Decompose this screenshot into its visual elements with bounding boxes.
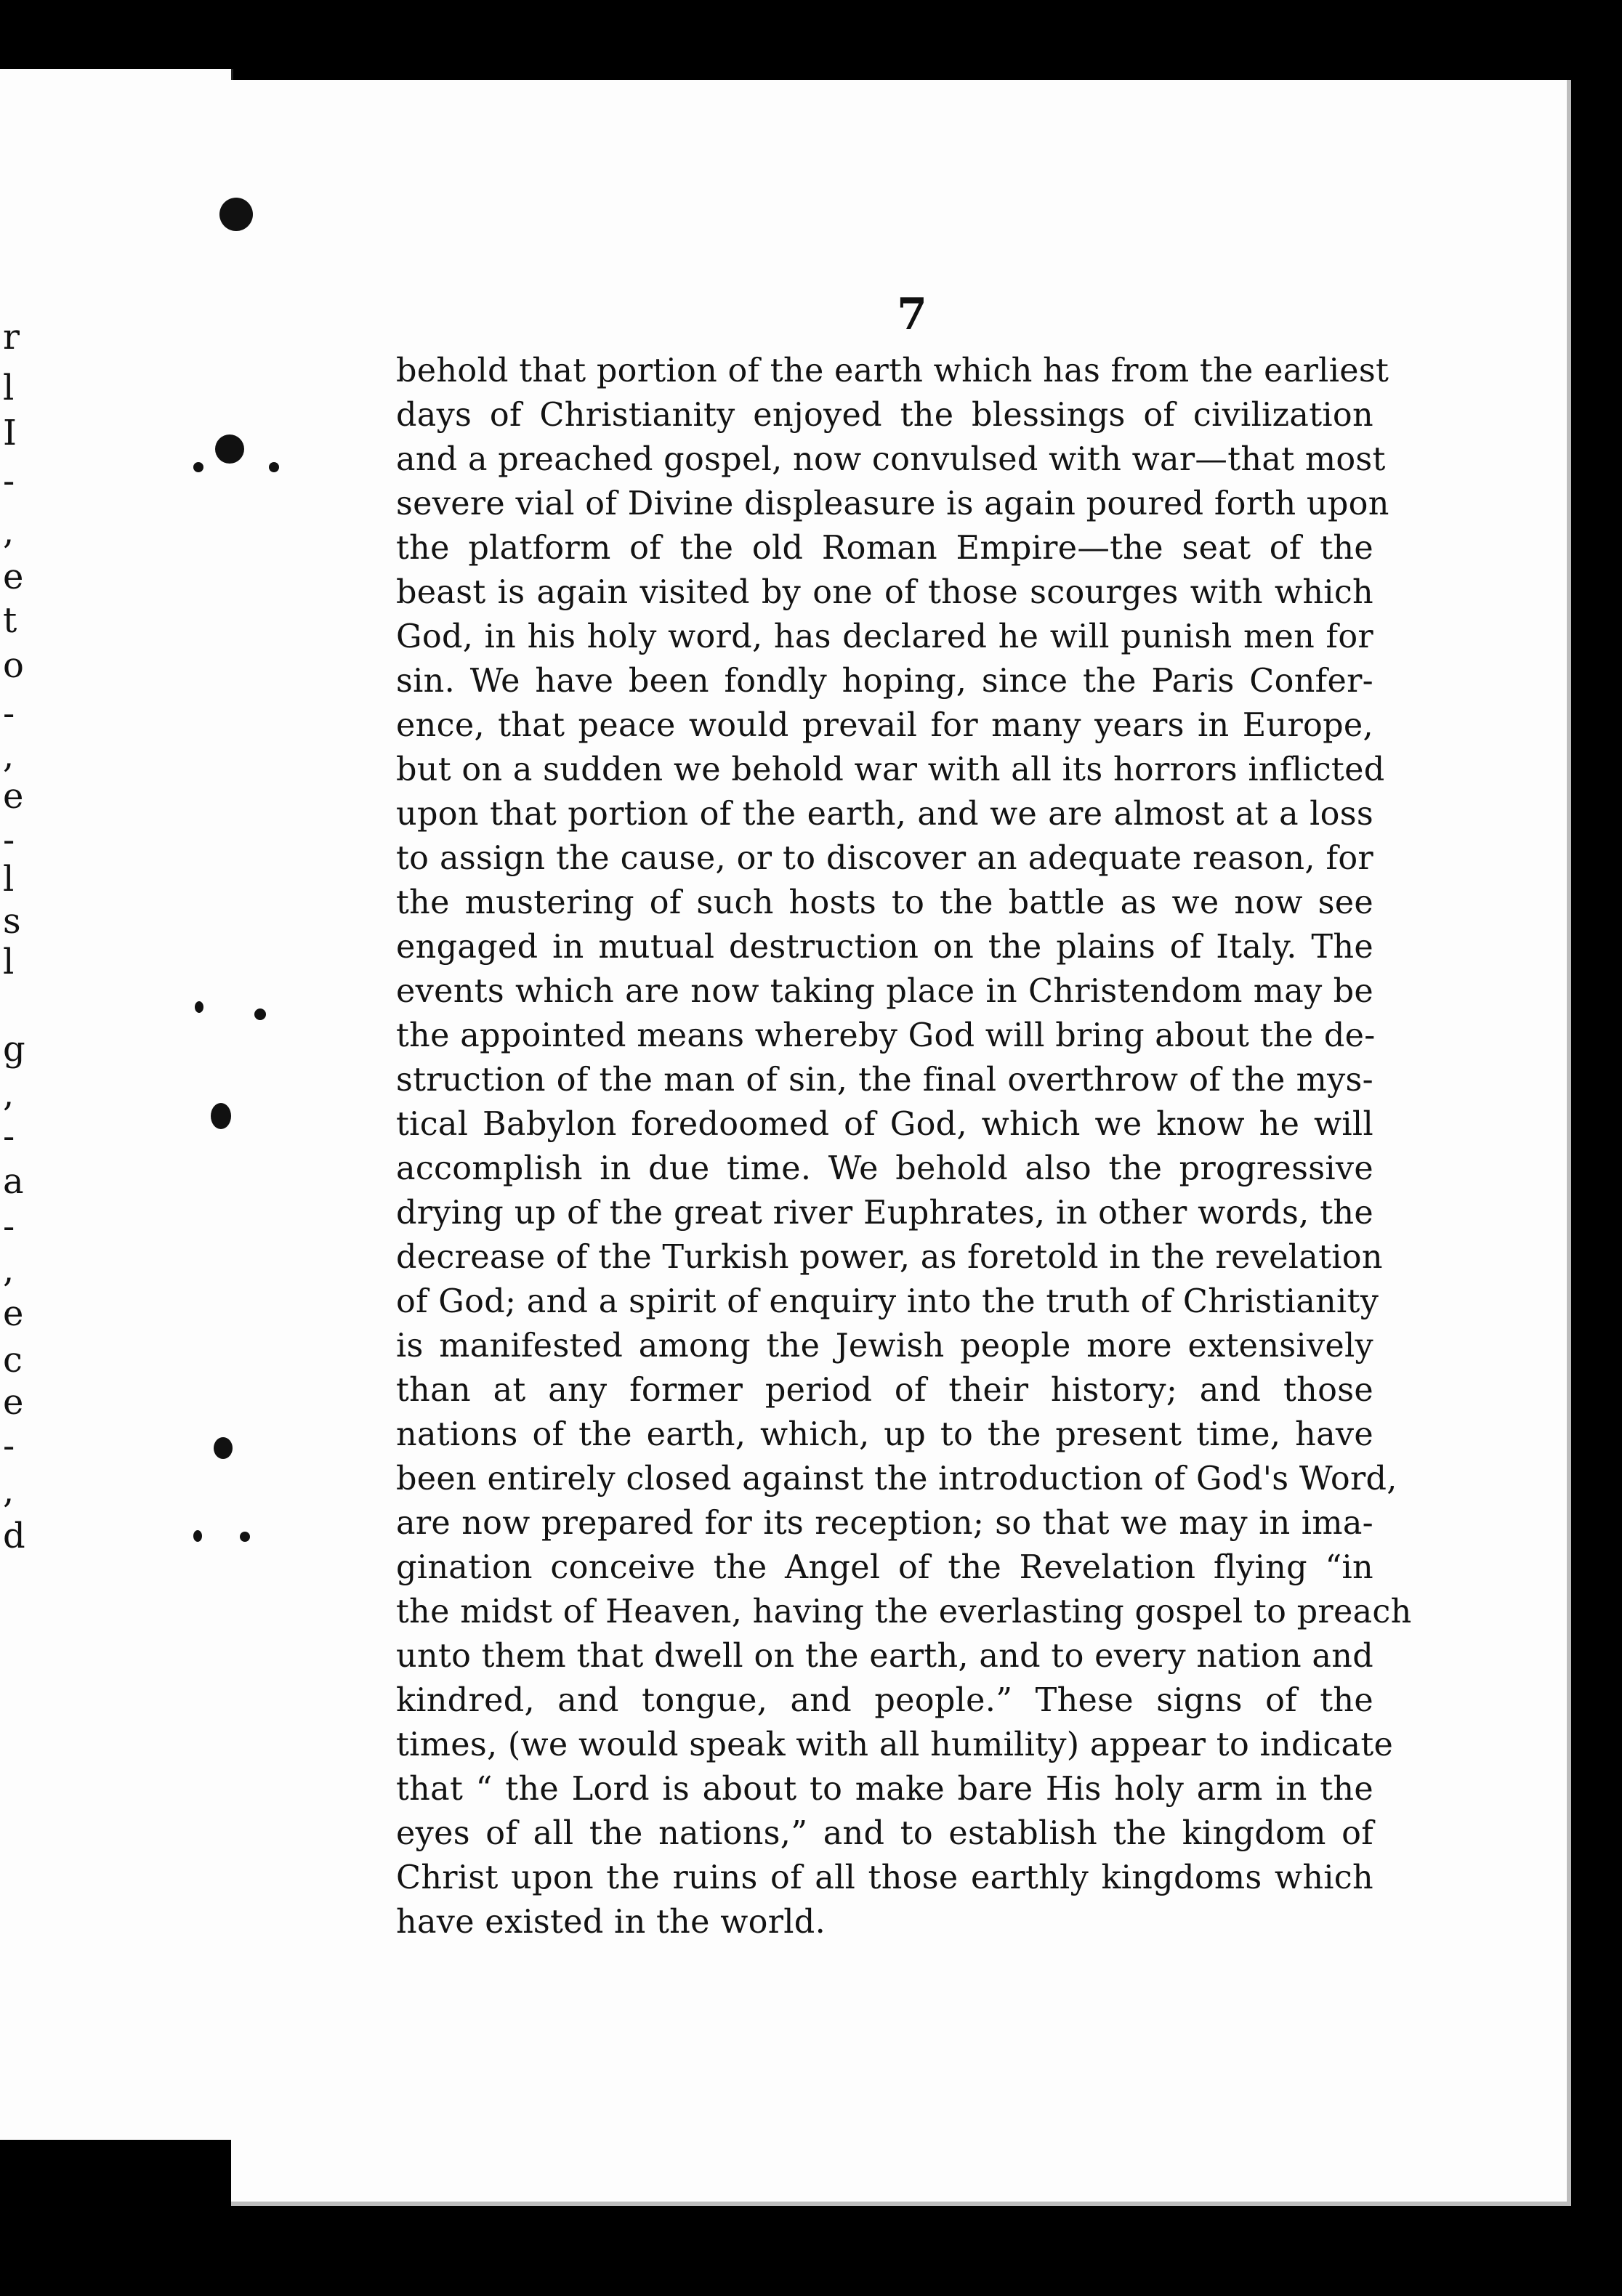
margin-fragment: e [3,1293,24,1334]
margin-fragment: e [3,557,24,597]
margin-fragment: o [3,645,24,686]
page-number: 7 [897,289,927,340]
margin-fragment: t [3,600,17,641]
text-line: behold that portion of the earth which has from the earliest [396,352,1389,389]
binding-mark [269,462,279,472]
text-line: times, (we would speak with all humility) appear to indicate [396,1726,1394,1763]
text-line: is manifested among the Jewish people more extensively [396,1327,1373,1365]
text-line: to assign the cause, or to discover an adequate reason, for [396,840,1373,877]
margin-fragment: - [3,1116,15,1157]
margin-fragment: r [3,317,20,357]
text-line: struction of the man of sin, the final overthrow of the mys- [396,1062,1373,1099]
text-line: severe vial of Divine displeasure is again poured forth upon [396,485,1389,522]
text-line: that “ the Lord is about to make bare His holy arm in the [396,1771,1373,1808]
margin-fragment: a [3,1161,24,1202]
binding-mark [254,1008,266,1020]
text-line: the appointed means whereby God will bring about the de- [396,1017,1376,1054]
margin-fragment: - [3,461,15,501]
text-line: ence, that peace would prevail for many years in Europe, [396,707,1373,744]
text-line: God, in his holy word, has declared he will punish men for [396,618,1373,655]
margin-fragment: d [3,1516,25,1556]
margin-fragment: - [3,693,15,734]
binding-hole [211,1103,231,1129]
text-line: accomplish in due time. We behold also the progressive [396,1150,1373,1187]
margin-fragment: , [3,735,15,776]
text-line: beast is again visited by one of those scourges with which [396,574,1373,611]
binding-hole [219,198,253,231]
text-line: have existed in the world. [396,1904,826,1941]
text-line: upon that portion of the earth, and we are almost at a loss [396,796,1373,833]
margin-fragment: e [3,1382,24,1423]
binding-mark [240,1532,250,1542]
text-line: tical Babylon foredoomed of God, which we know he will [396,1106,1373,1143]
text-line: days of Christianity enjoyed the blessings of civilization [396,397,1373,434]
margin-fragment: - [3,1206,15,1247]
margin-fragment: l [3,942,15,982]
text-line: eyes of all the nations,” and to establish the kingdom of [396,1815,1373,1852]
margin-fragment: , [3,1250,15,1290]
left-page-fragment [0,69,233,2140]
margin-fragment: l [3,368,15,408]
text-line: and a preached gospel, now convulsed with war—that most [396,441,1386,478]
text-line: the mustering of such hosts to the battle as we now see [396,884,1373,921]
binding-mark [195,1001,203,1013]
margin-fragment: I [3,413,17,453]
text-line: Christ upon the ruins of all those earthly kingdoms which [396,1859,1373,1896]
margin-fragment: c [3,1340,23,1381]
text-line: kindred, and tongue, and people.” These signs of the [396,1682,1373,1719]
text-line: nations of the earth, which, up to the present time, have [396,1416,1373,1453]
margin-fragment: s [3,901,21,942]
margin-fragment: e [3,776,24,817]
margin-fragment: - [3,820,15,860]
text-line: than at any former period of their history; and those [396,1372,1373,1409]
margin-fragment: g [3,1029,25,1070]
text-line: sin. We have been fondly hoping, since the Paris Confer- [396,663,1373,700]
binding-mark [193,1530,202,1542]
text-line: engaged in mutual destruction on the plains of Italy. The [396,929,1373,966]
margin-fragment: , [3,1074,15,1115]
text-line: the midst of Heaven, having the everlasting gospel to preach [396,1593,1412,1630]
text-line: but on a sudden we behold war with all its horrors inflicted [396,751,1385,788]
text-line: unto them that dwell on the earth, and to every nation and [396,1638,1373,1675]
text-line: are now prepared for its reception; so that we may in ima- [396,1505,1373,1542]
margin-fragment: , [3,1471,15,1511]
text-line: gination conceive the Angel of the Revelation flying “in [396,1549,1373,1586]
text-line: decrease of the Turkish power, as foretold in the revelation [396,1239,1383,1276]
margin-fragment: , [3,512,15,552]
binding-hole [214,1437,233,1459]
margin-fragment: - [3,1426,15,1466]
text-line: the platform of the old Roman Empire—the seat of the [396,530,1373,567]
margin-fragment: l [3,859,15,900]
text-line: of God; and a spirit of enquiry into the truth of Christianity [396,1283,1379,1320]
text-line: events which are now taking place in Christendom may be [396,973,1373,1010]
text-line: been entirely closed against the introduction of God's Word, [396,1460,1397,1497]
body-text [396,349,1412,1944]
text-line: drying up of the great river Euphrates, in other words, the [396,1195,1373,1232]
binding-mark [193,462,203,472]
binding-hole [215,434,244,464]
